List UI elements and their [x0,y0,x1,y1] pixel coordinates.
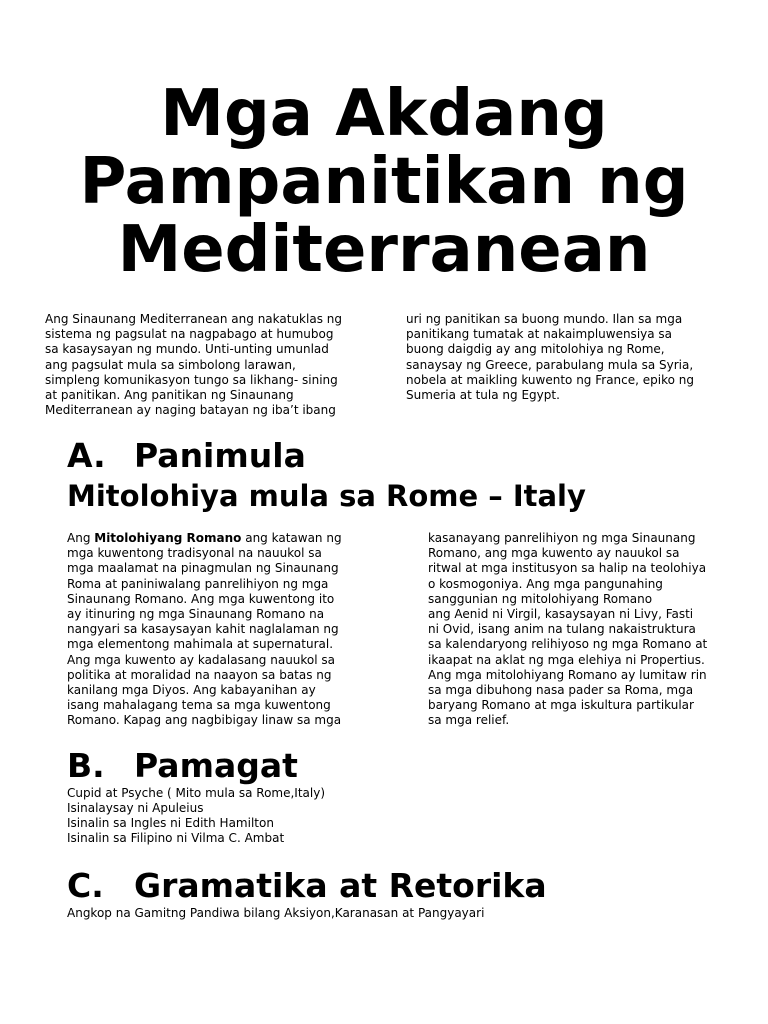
section-a-heading [67,436,306,476]
title-line-2: Pampanitikan ng [79,145,689,219]
title-line-1: Mga Akdang [160,77,608,151]
section-a-line: ay itinuring ng mga Sinaunang Romano na [67,607,325,622]
section-a-line: ritwal at mga institusyon sa halip na teolohiya [428,561,707,576]
section-a-line: politika at moralidad na naayon sa batas ng [67,667,332,682]
section-a-line: isang mahalagang tema sa mga kuwentong [67,698,331,713]
page-title [0,77,768,287]
section-a-line: sa mga dibuhong nasa pader sa Roma, mga [428,683,694,698]
intro-line: nobela at maikling kuwento ng France, epiko ng [406,372,695,387]
section-c-number: C. [67,866,104,905]
section-a-line: sanggunian ng mitolohiyang Romano [428,591,653,606]
section-a-line: Sinaunang Romano. Ang mga kuwentong ito [67,591,335,606]
section-b-heading [67,746,298,786]
section-a-number: A. [67,436,106,475]
intro-line: Sumeria at tula ng Egypt. [406,388,560,403]
intro-line: sistema ng pagsulat na nagpabago at humubog [45,327,334,342]
section-a-left-column [67,531,342,729]
section-b-number: B. [67,746,105,785]
section-a-line [67,531,342,546]
section-a-line: kanilang mga Diyos. Ang kabayanihan ay [67,683,316,698]
section-b-list [67,786,325,846]
section-b-line: Cupid at Psyche ( Mito mula sa Rome,Italy) [67,786,326,800]
section-a-line: sa mga relief. [428,713,510,728]
section-a-title: Panimula [134,436,306,475]
section-a-line: kasanayang panrelihiyon ng mga Sinaunang [428,531,696,545]
section-a-line: sa kalendaryong relihiyoso ng mga Romano at [428,637,708,652]
section-b-line: Isinalaysay ni Apuleius [67,801,204,815]
section-b-line: Isinalin sa Filipino ni Vilma C. Ambat [67,831,285,845]
intro-line: sa kasaysayan ng mundo. Unti-unting umunlad [45,342,329,357]
intro-line: Ang Sinaunang Mediterranean ang nakatuklas ng [45,312,342,326]
section-a-line: Romano, ang mga kuwento ay nauukol sa [428,546,680,561]
section-a-line: ni Ovid, isang anim na tulang nakaistruktura [428,622,696,637]
intro-line: sanaysay ng Greece, parabulang mula sa Syria, [406,357,694,372]
section-c-line: Angkop na Gamitng Pandiwa bilang Aksiyon,Karanasan at Pangyayari [67,906,485,920]
section-b-title: Pamagat [134,746,298,785]
section-a-right-column [428,531,707,729]
text-prefix: Ang [67,531,95,545]
section-b-line: Isinalin sa Ingles ni Edith Hamilton [67,816,274,830]
section-a-line: nangyari sa kasaysayan kahit naglalaman ng [67,622,339,637]
section-a-line: mga elementong mahimala at supernatural. [67,637,334,652]
intro-line: ang pagsulat mula sa simbolong larawan, [45,357,296,372]
section-c-title: Gramatika at Retorika [134,866,547,905]
bold-term: Mitolohiyang Romano [94,531,242,545]
section-a-line: Romano. Kapag ang nagbibigay linaw sa mga [67,713,342,728]
section-a-line: ang Aenid ni Virgil, kasaysayan ni Livy, Fasti [428,607,694,622]
intro-line: at panitikan. Ang panitikan ng Sinaunang [45,388,294,403]
intro-left-column [45,312,342,418]
section-a-line: mga kuwentong tradisyonal na nauukol sa [67,546,322,561]
section-a-line: Ang mga kuwento ay kadalasang nauukol sa [67,652,336,667]
section-a-line: ikaapat na aklat ng mga elehiya ni Propertius. [428,652,705,667]
intro-line: simpleng komunikasyon tungo sa likhang- sining [45,372,338,387]
title-line-3: Mediterranean [117,213,651,287]
section-a-line: mga maalamat na pinagmulan ng Sinaunang [67,561,339,576]
section-a-line: Roma at paniniwalang panrelihiyon ng mga [67,576,329,591]
section-a-line: o kosmogoniya. Ang mga pangunahing [428,576,663,591]
intro-right-column [406,312,694,403]
section-a-line: Ang mga mitolohiyang Romano ay lumitaw rin [428,667,707,682]
intro-line: uri ng panitikan sa buong mundo. Ilan sa mga [406,312,683,326]
section-c-heading [67,866,547,906]
intro-line: Mediterranean ay naging batayan ng iba’t ibang [45,403,336,418]
section-a-line: baryang Romano at mga iskultura partikular [428,698,694,713]
text-suffix: ang katawan ng [241,531,342,545]
intro-line: panitikang tumatak at nakaimpluwensiya sa [406,327,673,342]
section-a-subheading: Mitolohiya mula sa Rome – Italy [67,479,586,513]
intro-line: buong daigdig ay ang mitolohiya ng Rome, [406,342,665,357]
